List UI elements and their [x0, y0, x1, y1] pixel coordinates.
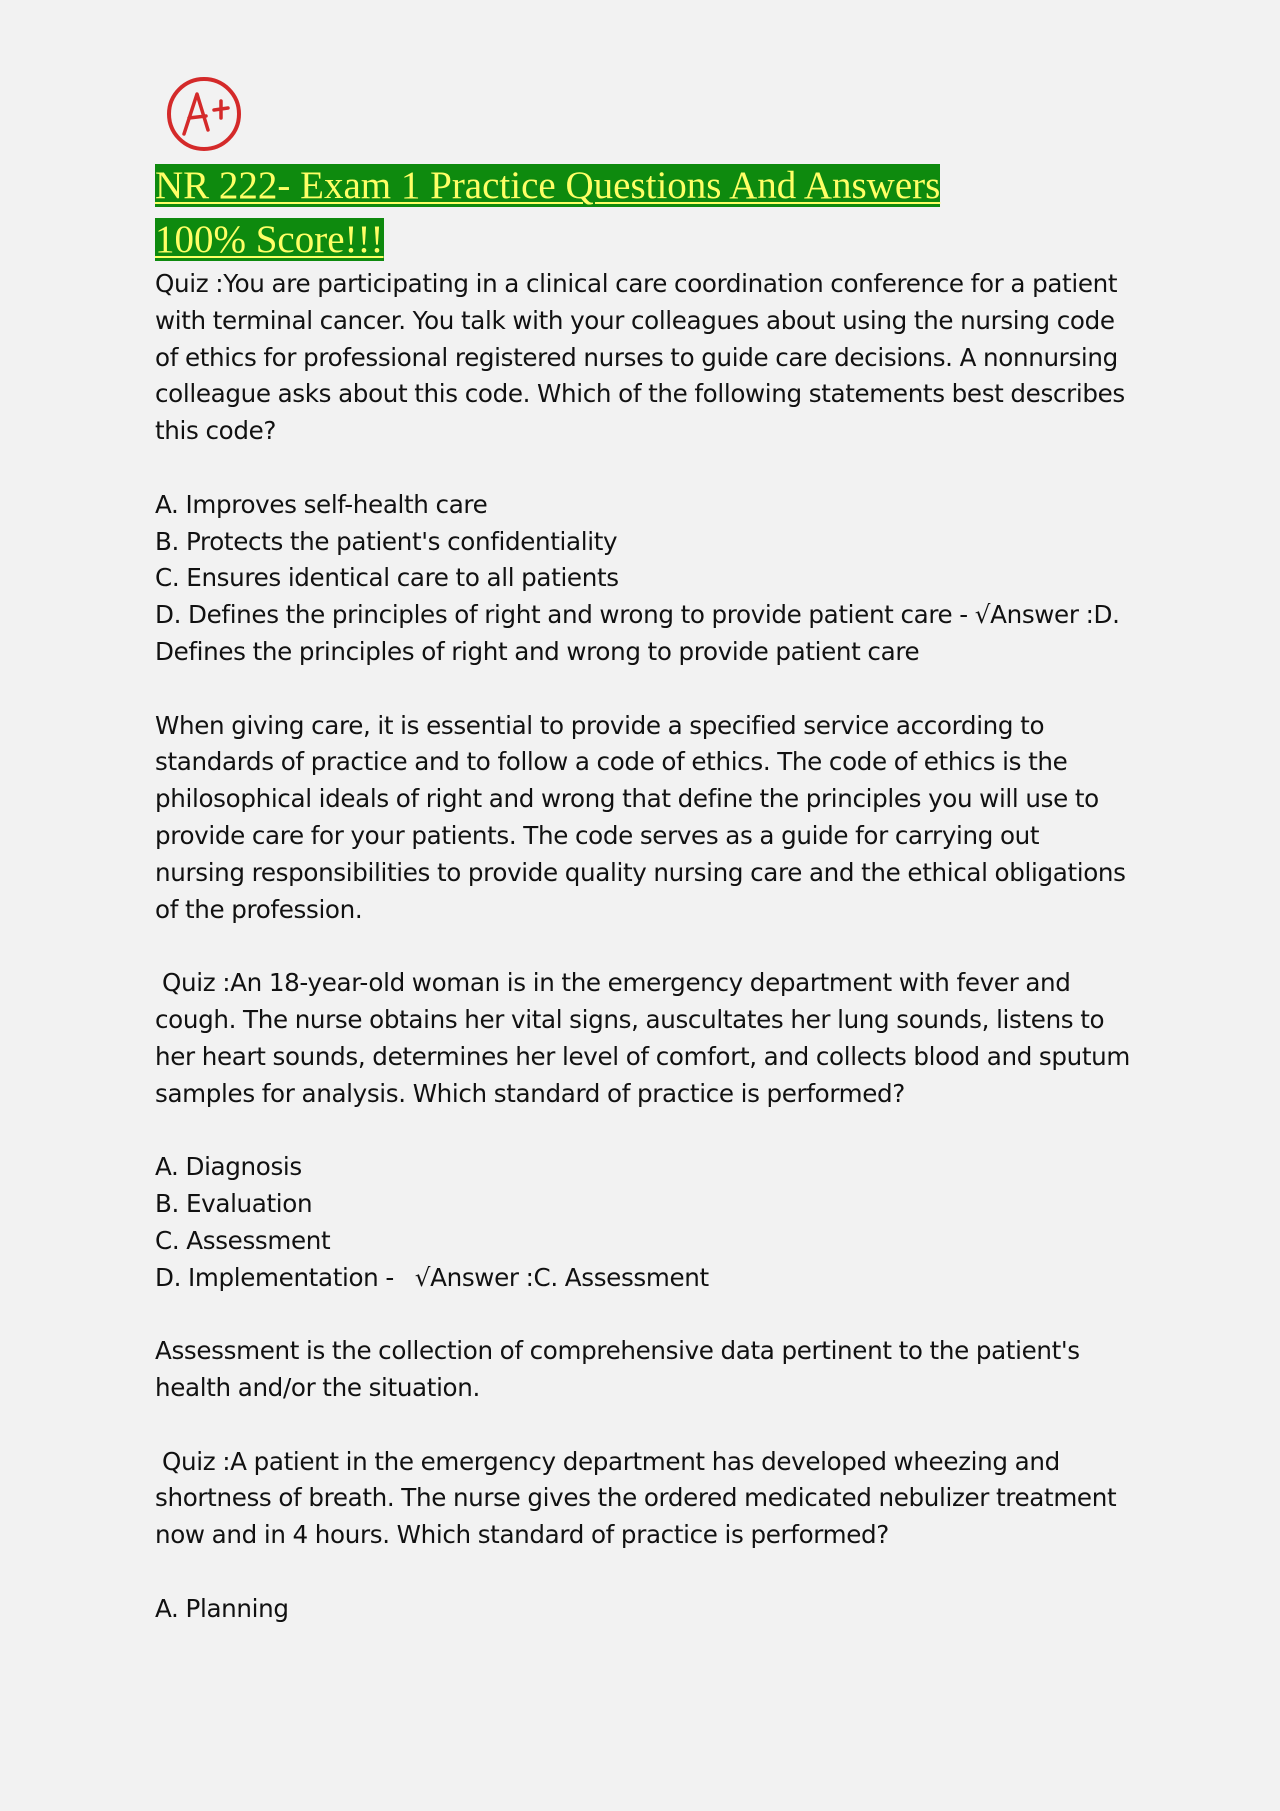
- question-1-option-a: A. Improves self-health care: [155, 489, 488, 519]
- question-2-option-a: A. Diagnosis: [155, 1152, 302, 1182]
- title-line-1: NR 222- Exam 1 Practice Questions And Answers: [155, 164, 941, 207]
- question-1-option-c: C. Ensures identical care to all patients: [155, 563, 619, 593]
- document-title: [155, 159, 1055, 267]
- question-2-option-c: C. Assessment: [155, 1225, 331, 1255]
- question-1-option-d-answer: D. Defines the principles of right and wrong to provide patient care - √Answer :D. Defines the principles of right and wrong to provide patient care: [155, 600, 1127, 666]
- question-2-option-d-answer: D. Implementation - √Answer :C. Assessment: [155, 1262, 709, 1292]
- question-1-options: [155, 487, 1135, 671]
- question-2-rationale: Assessment is the collection of comprehensive data pertinent to the patient's health and/or the situation.: [155, 1336, 1087, 1402]
- question-3-options: [155, 1591, 1135, 1628]
- question-1-text: Quiz :You are participating in a clinical care coordination conference for a patient with terminal cancer. You talk with your colleagues about using the nursing code of ethics for professional registered nurses to guide care decisions. A nonnursing colleague asks about this code. Which of the following statements best describes this code?: [155, 269, 1132, 446]
- question-2-options: [155, 1149, 1135, 1296]
- question-2-option-b: B. Evaluation: [155, 1188, 313, 1218]
- question-1-rationale: When giving care, it is essential to provide a specified service according to standards of practice and to follow a code of ethics. The code of ethics is the philosophical ideals of right and wrong that define the principles you will use to provide care for your patients. The code serves as a guide for carrying out nursing responsibilities to provide quality nursing care and the ethical obligations of the profession.: [155, 710, 1133, 924]
- question-1-option-b: B. Protects the patient's confidentiality: [155, 526, 618, 556]
- document-body: [155, 266, 1135, 1664]
- question-3-option-a: A. Planning: [155, 1593, 289, 1623]
- a-plus-grade-logo: [164, 74, 248, 154]
- question-2-text: Quiz :An 18-year-old woman is in the emergency department with fever and cough. The nurse obtains her vital signs, auscultates her lung sounds, listens to her heart sounds, determines her level of comfort, and collects blood and sputum samples for analysis. Which standard of practice is performed?: [155, 968, 1137, 1108]
- question-3-text: Quiz :A patient in the emergency department has developed wheezing and shortness of breath. The nurse gives the ordered medicated nebulizer treatment now and in 4 hours. Which standard of practice is performed?: [155, 1446, 1124, 1550]
- title-line-2: 100% Score!!!: [155, 218, 384, 261]
